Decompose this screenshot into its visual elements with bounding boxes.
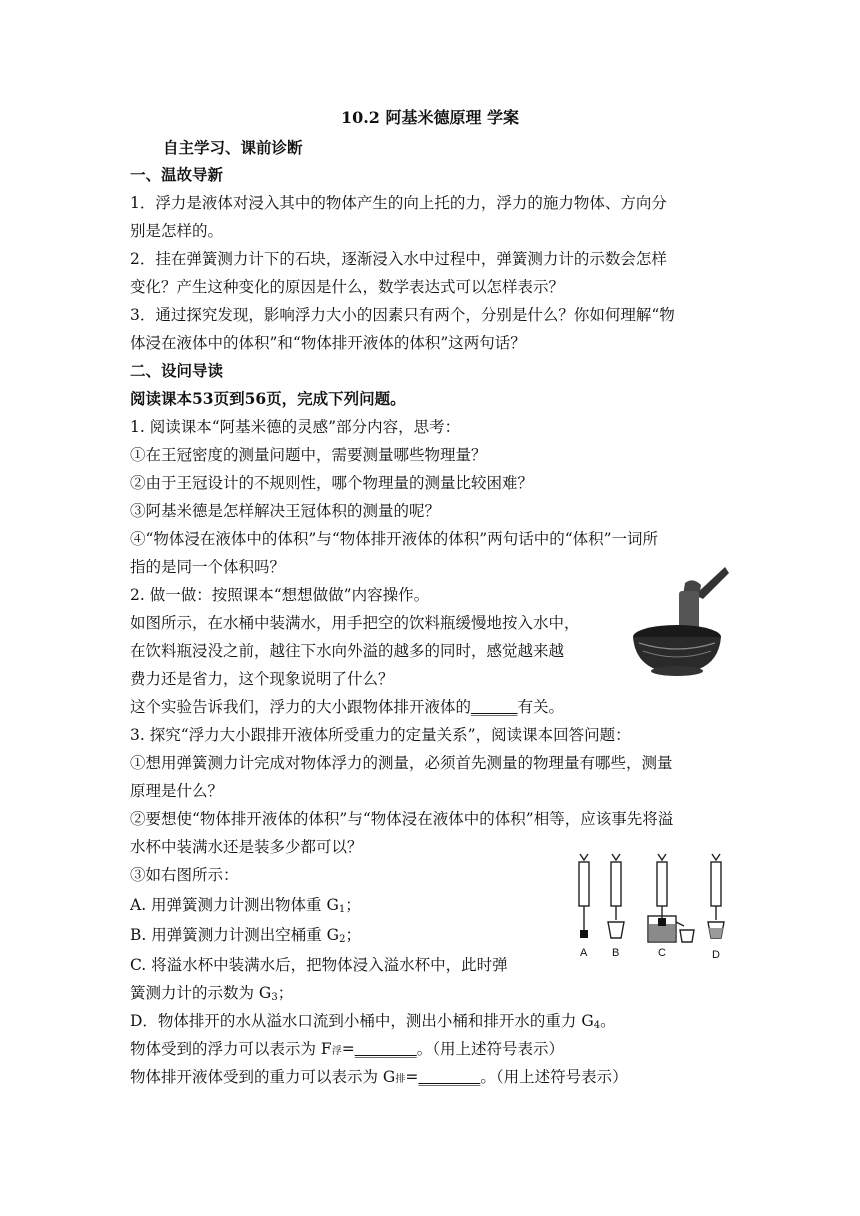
part-3-question-a-line-1: ①想用弹簧测力计完成对物体浮力的测量，必须首先测量的物理量有哪些，测量 [130, 754, 673, 772]
step-c-end: ； [277, 984, 294, 1002]
buoyancy-note: 。（用上述符号表示） [416, 1040, 564, 1058]
page-title: 10.2 阿基米德原理 学案 [340, 108, 520, 127]
buoyancy-eq: = [341, 1040, 355, 1058]
weight-text: 物体排开液体受到的重力可以表示为 G [130, 1068, 396, 1086]
step-b-end: ； [345, 926, 361, 944]
part-2-conclusion-text: 这个实验告诉我们，浮力的大小跟物体排开液体的 [130, 698, 472, 716]
step-c-text: 簧测力计的示数为 G [130, 984, 272, 1002]
part-2-conclusion [130, 697, 564, 717]
question-1-line-1: 1．浮力是液体对浸入其中的物体产生的向上托的力，浮力的施力物体、方向分 [130, 194, 667, 212]
step-d-end: 。 [600, 1012, 616, 1030]
part-3-question-b-line-2: 水杯中装满水还是装多少都可以？ [130, 838, 363, 856]
answer-blank[interactable]: ______ [471, 698, 518, 716]
buoyancy-formula [130, 1039, 564, 1062]
figure-label-b: B [612, 947, 620, 959]
part-3-intro: 3. 探究“浮力大小跟排开液体所受重力的定量关系”，阅读课本回答问题： [130, 726, 631, 744]
step-d [130, 1011, 616, 1036]
weight-sub: 排 [395, 1074, 406, 1085]
step-a-sub: 1 [338, 904, 346, 915]
part-1-question-a: ①在王冠密度的测量问题中，需要测量哪些物理量？ [130, 446, 487, 464]
figure-label-d: D [712, 949, 720, 961]
question-3-line-1: 3．通过探究发现，影响浮力大小的因素只有两个，分别是什么？你如何理解“物 [130, 306, 675, 324]
part-2-line-3: 费力还是省力，这个现象说明了什么？ [130, 670, 394, 688]
part-3-question-b-line-1: ②要想使“物体排开液体的体积”与“物体浸在液体中的体积”相等，应该事先将溢 [130, 810, 674, 828]
page-subtitle: 自主学习、课前诊断 [163, 138, 303, 157]
part-3-question-c: ③如右图所示： [130, 866, 239, 884]
figure-label-c: C [658, 947, 666, 959]
buoyancy-text: 物体受到的浮力可以表示为 F [130, 1040, 332, 1058]
step-b [130, 925, 361, 950]
weight-eq: = [405, 1068, 419, 1086]
figure-label-a: A [580, 947, 588, 959]
part-2-line-2: 在饮料瓶浸没之前，越往下水向外溢的越多的同时，感觉越来越 [130, 642, 565, 660]
step-d-sub: 4 [593, 1020, 601, 1031]
part-1-question-d-line-1: ④“物体浸在液体中的体积”与“物体排开液体的体积”两句话中的“体积”一词所 [130, 530, 659, 548]
step-c-sub: 3 [271, 992, 278, 1003]
part-2-intro: 2. 做一做：按照课本“想想做做”内容操作。 [130, 586, 430, 604]
step-a-end: ； [345, 896, 361, 914]
buoyancy-sub: 浮 [331, 1046, 342, 1057]
step-c-line-1: C. 将溢水杯中装满水后，把物体浸入溢水杯中，此时弹 [130, 956, 508, 974]
weight-answer-blank[interactable]: ________ [418, 1068, 481, 1086]
part-1-question-b: ②由于王冠设计的不规则性，哪个物理量的测量比较困难？ [130, 474, 534, 492]
displaced-weight-formula [130, 1067, 628, 1090]
step-b-text: B. 用弹簧测力计测出空桶重 G [130, 926, 340, 944]
part-2-conclusion-end: 有关。 [517, 698, 565, 716]
reading-instruction: 阅读课本53页到56页，完成下列问题。 [130, 389, 406, 408]
step-a-text: A. 用弹簧测力计测出物体重 G [130, 896, 339, 914]
spring-scale-experiment-icon [568, 850, 733, 965]
question-2-line-2: 变化？产生这种变化的原因是什么，数学表达式可以怎样表示？ [130, 278, 565, 296]
question-3-line-2: 体浸在液体中的体积”和“物体排开液体的体积”这两句话？ [130, 334, 526, 352]
step-b-sub: 2 [339, 934, 346, 945]
step-d-text: D．物体排开的水从溢水口流到小桶中，测出小桶和排开水的重力 G [130, 1012, 594, 1030]
step-a [130, 895, 361, 920]
question-2-line-1: 2．挂在弹簧测力计下的石块，逐渐浸入水中过程中，弹簧测力计的示数会怎样 [130, 250, 667, 268]
part-2-line-1: 如图所示，在水桶中装满水，用手把空的饮料瓶缓慢地按入水中， [130, 614, 580, 632]
part-1-question-c: ③阿基米德是怎样解决王冠体积的测量的呢？ [130, 502, 441, 520]
weight-note: 。（用上述符号表示） [480, 1068, 628, 1086]
hand-pressing-bottle-into-bowl-icon [625, 565, 730, 680]
step-c-line-2 [130, 983, 293, 1008]
section-heading-1: 一、温故导新 [130, 165, 224, 184]
question-1-line-2: 别是怎样的。 [130, 222, 224, 240]
part-1-intro: 1. 阅读课本“阿基米德的灵感”部分内容，思考： [130, 418, 461, 436]
section-heading-2: 二、设问导读 [130, 361, 224, 380]
part-1-question-d-line-2: 指的是同一个体积吗？ [130, 558, 286, 576]
part-3-question-a-line-2: 原理是什么？ [130, 782, 224, 800]
buoyancy-answer-blank[interactable]: ________ [354, 1040, 417, 1058]
